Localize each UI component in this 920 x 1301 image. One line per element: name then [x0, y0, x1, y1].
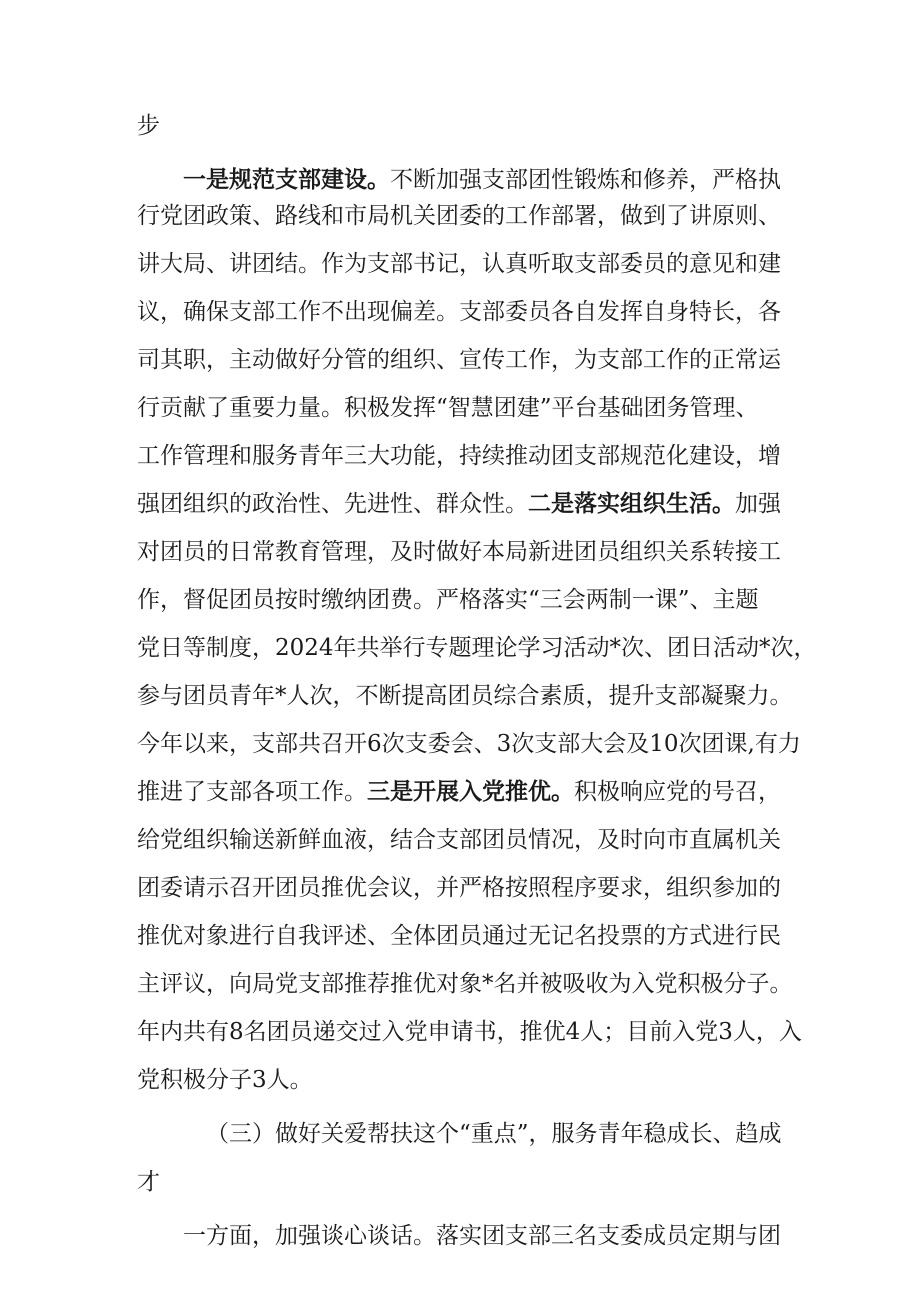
text-line: 给党组织输送新鲜血液，结合支部团员情况，及时向市直属机关: [137, 827, 781, 853]
text-line: 推进了支部各项工作。三是开展入党推优。积极响应党的号召，: [137, 778, 781, 805]
text-line: 年内共有8名团员递交过入党申请书，推优4人；目前入党3人，入: [137, 1019, 802, 1045]
bold-heading: 一是规范支部建设。: [183, 166, 390, 193]
bold-heading: 二是落实组织生活。: [528, 490, 735, 517]
text-line: 强团组织的政治性、先进性、群众性。二是落实组织生活。加强: [137, 490, 781, 517]
text-line: 行贡献了重要力量。积极发挥“智慧团建”平台基础团务管理、: [137, 395, 759, 421]
section-heading: （三）做好关爱帮扶这个“重点”，服务青年稳成长、趋成: [206, 1121, 782, 1147]
text-line: 议，确保支部工作不出现偏差。支部委员各自发挥自身特长，各: [137, 299, 781, 325]
text-line: 行党团政策、路线和市局机关团委的工作部署，做到了讲原则、: [137, 203, 781, 229]
paragraph-line: 一是规范支部建设。不断加强支部团性锻炼和修养，严格执: [183, 166, 781, 193]
text-line: 党日等制度，2024年共举行专题理论学习活动*次、团日活动*次，: [137, 635, 817, 661]
bold-heading: 三是开展入党推优。: [367, 778, 574, 805]
text-line: 讲大局、讲团结。作为支部书记，认真听取支部委员的意见和建: [137, 251, 781, 277]
text-line: 作，督促团员按时缴纳团费。严格落实“三会两制一课”、主题: [137, 587, 759, 613]
text-line: 主评议，向局党支部推荐推优对象*名并被吸收为入党积极分子。: [137, 971, 793, 997]
text-line: 工作管理和服务青年三大功能，持续推动团支部规范化建设，增: [137, 443, 781, 469]
text-line: 推优对象进行自我评述、全体团员通过无记名投票的方式进行民: [137, 923, 781, 949]
text-line: 党积极分子3人。: [137, 1067, 313, 1093]
text-line: 司其职，主动做好分管的组织、宣传工作，为支部工作的正常运: [137, 347, 781, 373]
text-line: 才: [137, 1169, 160, 1195]
paragraph-line: 一方面，加强谈心谈话。落实团支部三名支委成员定期与团: [183, 1223, 781, 1249]
text-line: 今年以来，支部共召开6次支委会、3次支部大会及10次团课,有力: [137, 731, 801, 757]
text-line: 参与团员青年*人次，不断提高团员综合素质，提升支部凝聚力。: [137, 683, 793, 709]
text-line: 步: [137, 113, 160, 139]
text-line: 团委请示召开团员推优会议，并严格按照程序要求，组织参加的: [137, 875, 781, 901]
text-line: 对团员的日常教育管理，及时做好本局新进团员组织关系转接工: [137, 539, 781, 565]
